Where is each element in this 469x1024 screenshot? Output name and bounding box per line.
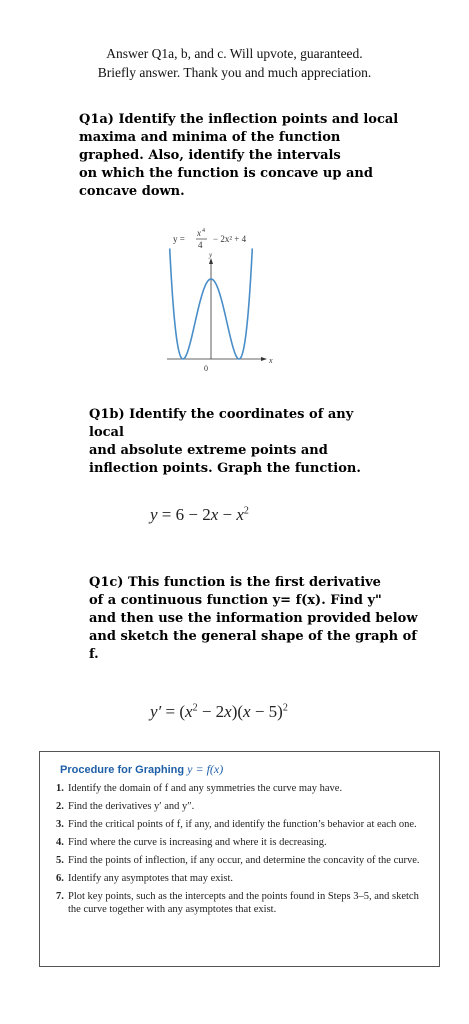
x-axis-arrow (261, 357, 267, 361)
q1b-formula (150, 505, 249, 525)
origin-label: 0 (204, 364, 208, 373)
q1b-line: Q1b) Identify the coordinates of any local (89, 407, 354, 440)
q1a-line: maxima and minima of the function (79, 130, 341, 145)
formula-exponent: 2 (243, 505, 249, 517)
procedure-step (56, 782, 428, 795)
formula-part: = ( (161, 702, 186, 721)
step-number: 6. (56, 873, 64, 884)
formula-part: − 5) (250, 702, 283, 721)
step-text: Find where the curve is increasing and where it is decreasing. (68, 837, 327, 848)
q1c-line: of a continuous function y= f(x). Find y" (89, 593, 382, 608)
question-1c (89, 574, 429, 664)
q1a-line: graphed. Also, identify the intervals (79, 148, 341, 163)
q1c-line: Q1c) This function is the first derivative (89, 575, 381, 590)
step-number: 5. (56, 855, 64, 866)
y-axis-label: y (209, 251, 213, 259)
procedure-step (56, 872, 428, 885)
eq-rest: − 2x² + 4 (213, 234, 247, 244)
q1b-line: inflection points. Graph the function. (89, 461, 361, 476)
procedure-step (56, 818, 428, 831)
procedure-step (56, 800, 428, 813)
eq-numerator: x (197, 228, 201, 238)
procedure-title-function: y = f(x) (187, 762, 224, 776)
procedure-step (56, 890, 428, 916)
q1c-line: and then use the information provided below (89, 611, 418, 626)
intro-line-1: Answer Q1a, b, and c. Will upvote, guaranteed. (106, 46, 363, 61)
q1a-line: on which the function is concave up and (79, 166, 373, 181)
procedure-step (56, 854, 428, 867)
formula-part: − (218, 505, 237, 524)
procedure-steps (56, 782, 428, 921)
step-text: Find the derivatives y′ and y″. (68, 801, 195, 812)
q1c-line: and sketch the general shape of the graph of f. (89, 629, 417, 662)
step-text: Find the points of inflection, if any occur, and determine the concavity of the curve. (68, 855, 420, 866)
q1c-formula (150, 702, 288, 722)
step-number: 1. (56, 783, 64, 794)
formula-part: − 2 (197, 702, 225, 721)
step-number: 3. (56, 819, 64, 830)
q1a-line: concave down. (79, 184, 185, 199)
step-text: Identify the domain of f and any symmetries the curve may have. (68, 783, 343, 794)
eq-numerator-exp: 4 (202, 228, 205, 234)
step-text: Find the critical points of f, if any, and identify the function’s behavior at each one. (68, 819, 417, 830)
step-number: 2. (56, 801, 64, 812)
question-1a (79, 111, 399, 201)
q1a-line: Q1a) Identify the inflection points and local (79, 112, 399, 127)
x-axis-label: x (269, 356, 273, 365)
step-number: 7. (56, 891, 64, 902)
formula-exponent: 2 (282, 702, 288, 714)
eq-lhs: y = (173, 234, 185, 244)
intro-text (0, 44, 469, 82)
intro-line-2: Briefly answer. Thank you and much appreciation. (97, 65, 372, 80)
formula-var: x (210, 505, 219, 524)
question-1b (89, 406, 389, 478)
formula-var: x (185, 702, 193, 721)
procedure-title (60, 762, 223, 777)
function-graph (165, 222, 295, 382)
eq-denominator: 4 (198, 240, 203, 250)
formula-lhs: y′ (150, 702, 162, 721)
graph-equation (173, 228, 247, 250)
step-text: Identify any asymptotes that may exist. (68, 873, 234, 884)
step-text: Plot key points, such as the intercepts and the points found in Steps 3–5, and sketch the curve together with any asymptotes that exist. (68, 891, 419, 915)
formula-var: x (224, 702, 232, 721)
procedure-box (39, 751, 440, 967)
formula-lhs: y (150, 505, 158, 524)
procedure-step (56, 836, 428, 849)
formula-var: x (243, 702, 251, 721)
step-number: 4. (56, 837, 64, 848)
formula-var: x (236, 505, 244, 524)
formula-part: )( (231, 702, 244, 721)
formula-exponent: 2 (192, 702, 198, 714)
procedure-title-prefix: Procedure for Graphing (60, 764, 188, 776)
formula-part: = 6 − 2 (157, 505, 211, 524)
q1b-line: and absolute extreme points and (89, 443, 328, 458)
